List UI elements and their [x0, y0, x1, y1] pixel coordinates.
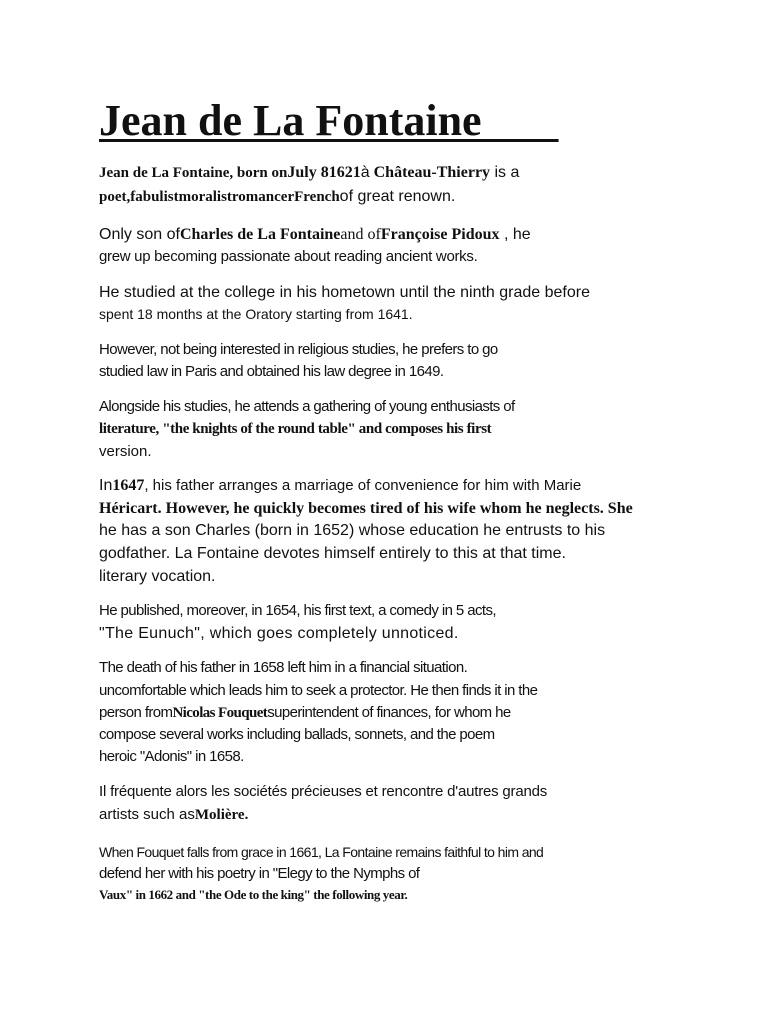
law-line-1: However, not being interested in religious studies, he prefers to go — [99, 341, 498, 358]
birth-place: Château-Thierry — [369, 164, 491, 181]
fouquet-line-4: compose several works including ballads, sonnets, and the poem — [99, 726, 495, 743]
moliere-name: Molière. — [194, 807, 249, 823]
disgrace-line-3: Vaux" in 1662 and "the Ode to the king" the following year. — [99, 887, 408, 902]
first-text-line-2: "The Eunuch", which goes completely unnoticed. — [99, 625, 459, 642]
parents-line-1 — [99, 224, 531, 246]
intro-connector: à — [360, 164, 370, 181]
societies-line-2 — [99, 805, 248, 825]
knights-line-2: literature, "the knights of the round table" and composes his first — [99, 421, 492, 437]
mother-name: Françoise Pidoux — [380, 226, 500, 243]
marriage-text-start: In — [99, 477, 113, 494]
parents-text-end: , he — [499, 226, 531, 243]
knights-line-1: Alongside his studies, he attends a gathering of young enthusiasts of — [99, 398, 515, 415]
intro-text: Jean de La Fontaine, born on — [99, 165, 288, 181]
societies-line-1: Il fréquente alors les sociétés précieuses et rencontre d'autres grands — [99, 783, 548, 800]
fouquet-line-3 — [99, 703, 511, 723]
intro-line-1 — [99, 163, 519, 183]
fouquet-text-end: superintendent of finances, for whom he — [267, 704, 511, 721]
first-text-line-1: He published, moreover, in 1654, his first text, a comedy in 5 acts, — [99, 602, 496, 619]
marriage-text: , his father arranges a marriage of convenience for him with Marie — [144, 477, 582, 494]
disgrace-line-2: defend her with his poetry in "Elegy to the Nymphs of — [99, 865, 420, 882]
fouquet-line-2: uncomfortable which leads him to seek a protector. He then finds it in the — [99, 682, 538, 699]
parents-connector: and of — [340, 226, 381, 243]
intro-line-2 — [99, 187, 455, 207]
law-line-2: studied law in Paris and obtained his law degree in 1649. — [99, 363, 444, 380]
fouquet-name: Nicolas Fouquet — [172, 705, 268, 721]
fouquet-line-5: heroic "Adonis" in 1658. — [99, 748, 244, 765]
marriage-line-1 — [99, 476, 581, 496]
marriage-line-2: Héricart. However, he quickly becomes tired of his wife whom he neglects. She — [99, 500, 633, 517]
marriage-year: 1647 — [112, 477, 145, 494]
father-name: Charles de La Fontaine — [179, 226, 341, 243]
college-line-2: spent 18 months at the Oratory starting from 1641. — [99, 306, 413, 322]
occupation-list: poet,fabulistmoralistromancerFrench — [99, 189, 340, 205]
parents-line-2: grew up becoming passionate about reading ancient works. — [99, 248, 478, 265]
page-title: Jean de La Fontaine — [99, 96, 559, 145]
marriage-line-5: literary vocation. — [99, 568, 216, 585]
intro-renown: of great renown. — [339, 188, 456, 205]
knights-line-3: version. — [99, 443, 152, 460]
parents-text: Only son of — [99, 226, 180, 243]
fouquet-line-1: The death of his father in 1658 left him in a financial situation. — [99, 659, 468, 676]
disgrace-line-1: When Fouquet falls from grace in 1661, La Fontaine remains faithful to him and — [99, 844, 544, 860]
intro-text-end: is a — [490, 164, 520, 181]
birth-date: July 81621 — [287, 164, 361, 181]
marriage-line-3: he has a son Charles (born in 1652) whose education he entrusts to his — [99, 522, 606, 539]
college-line-1: He studied at the college in his hometown until the ninth grade before — [99, 284, 590, 301]
marriage-line-4: godfather. La Fontaine devotes himself entirely to this at that time. — [99, 545, 566, 562]
fouquet-text-start: person from — [99, 704, 173, 721]
societies-text: artists such as — [99, 806, 195, 823]
